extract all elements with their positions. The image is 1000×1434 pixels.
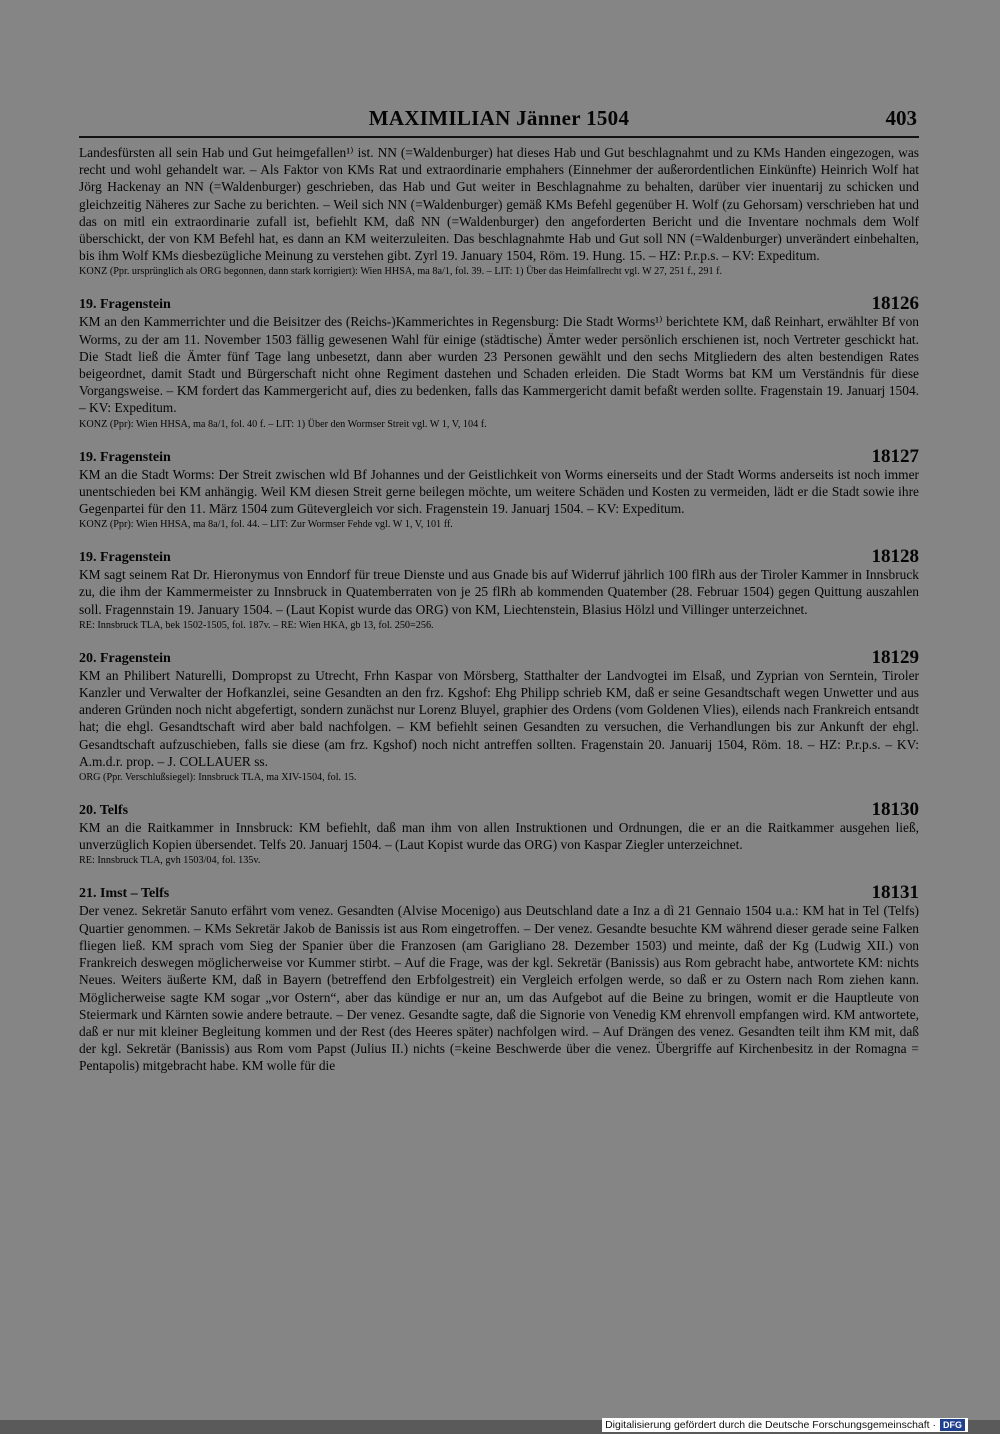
header-title: MAXIMILIAN Jänner 1504 bbox=[368, 106, 630, 130]
entry-number: 18127 bbox=[871, 445, 919, 467]
entry-source: KONZ (Ppr): Wien HHSA, ma 8a/1, fol. 40 f. – LIT: 1) Über den Wormser Streit vgl. W 1, V, 104 f. bbox=[79, 418, 487, 430]
entry-text: KM an Philibert Naturelli, Dompropst zu Utrecht, Frhn Kaspar von Mörsberg, Statthalter der Landvogtei im Elsaß, und Zyprian von Serntein, Tiroler Kanzler und Verwalter der Hofkanzlei, seine Gesandten an den frz. Kgshof: Ehg Philipp schrieb KM, daß er seine Gesandtschaft wegen Unwetter und aus anderen Gründen noch nicht abgefertigt, sondern zunächst nur Lorenz Bluyel, graphier des Ordens (vom Goldenen Vlies), eilends nach Frankreich entsandt hat; die ehgl. Gesandtschaft wird aber bald nachfolgen. – KM befiehlt seinen Gesandten zu versuchen, die Verhandlungen bis zur Ankunft der ehgl. Gesandtschaft aufzuschieben, falls sie diese (am frz. Kgshof) noch nicht antreffen sollten. Fragenstain 20. Januarij 1504, Röm. 18. – HZ: P.r.p.s. – KV: A.m.d.r. prop. – J. COLLAUER ss. bbox=[79, 667, 919, 769]
entry-place: 20. Fragenstein bbox=[79, 650, 171, 666]
entry-text: KM an den Kammerrichter und die Beisitzer des (Reichs-)Kammerichtes in Regensburg: Die Stadt Worms¹⁾ berichtete KM, daß Reinhart, erwählter Bf von Worms, zu der am 11. November 1503 fällig gewesenen Wahl für einige (städtische) Ämter weder persönlich erschienen ist, noch Vertreter geschickt hat. Die Stadt ließ die Ämter fünf Tage lang unbesetzt, dann aber wurden 23 Personen gewählt und den sechs Mitgliedern des alten bestendigen Rates beigeordnet, damit Stadt und Bürgerschaft nicht ohne Regiment dastehen und Schaden erleiden. Die Stadt Worms bat KM um Verständnis für diese Vorgangsweise. – KM fordert das Kammergericht auf, dies zu bedenken, falls das Kammergericht damit befaßt werden sollte. Fragenstain 19. Januarj 1504. – KV: Expeditum. bbox=[79, 314, 919, 416]
entry-text: Der venez. Sekretär Sanuto erfährt vom venez. Gesandten (Alvise Mocenigo) aus Deutschland date a Inz a dì 21 Gennaio 1504 u.a.: KM hat in Tel (Telfs) Quartier genommen. – KMs Sekretär Jakob de Banissis ist aus Rom eingetroffen. – Der venez. Gesandte besuchte KM während dieser gerade seine Falken fliegen ließ. KM sprach vom Sieg der Spanier über die Franzosen (am Garigliano 28. Dezember 1503) und meinte, daß der Kg (Ludwig XII.) von Frankreich deswegen möglicherweise vor Kummer stirbt. – Auf die Frage, was der kgl. Sekretär (Banissis) aus Rom gebracht habe, antwortete KM: nichts Neues. Weiters äußerte KM, daß in Bayern (betreffend den Erbfolgestreit) ein Vergleich erfolgen werde, so daß er zu Ostern nach Rom ziehen kann. Möglicherweise sagte KM sogar „vor Ostern“, aber das kündige er nur an, um das Aufgebot auf die Beine zu bringen, womit er die Hauptleute von Steiermark und Kärnten sowie andere betraute. – Der venez. Gesandte sagte, daß die Signorie von Venedig KM ehrenvoll empfangen wird. KM antwortete, daß er nur mit kleiner Begleitung kommen und der Rest (des Heeres später) nachfolgen wird. – Auf Drängen des venez. Gesandten teilt ihm KM mit, daß der kgl. Sekretär (Banissis) aus Rom vom Papst (Julius II.) nichts (=keine Beschwerde über die venez. Übergriffe auf Kirchenbesitz in der Romagna = Pentapolis) mitgebracht habe. KM wolle für die bbox=[79, 903, 919, 1074]
intro-block bbox=[79, 144, 919, 278]
entry-place: 19. Fragenstein bbox=[79, 550, 171, 566]
page-content bbox=[79, 102, 919, 1075]
entry-source: ORG (Ppr. Verschlußsiegel): Innsbruck TLA, ma XIV-1504, fol. 15. bbox=[79, 772, 357, 784]
entry-number: 18128 bbox=[871, 546, 919, 568]
entry-heading bbox=[79, 800, 919, 819]
entry-18131 bbox=[79, 883, 919, 1074]
page-number: 403 bbox=[885, 106, 917, 130]
entry-number: 18126 bbox=[871, 293, 919, 315]
entry-place: 20. Telfs bbox=[79, 803, 129, 819]
dfg-logo: DFG bbox=[940, 1419, 965, 1431]
entry-place: 21. Imst – Telfs bbox=[79, 886, 170, 902]
intro-source: KONZ (Ppr. ursprünglich als ORG begonnen, dann stark korrigiert): Wien HHSA, ma 8a/1, fol. 39. – LIT: 1) Über das Heimfallrecht vgl. W 27, 251 f., 291 f. bbox=[79, 266, 723, 278]
entry-place: 19. Fragenstein bbox=[79, 297, 171, 313]
entry-18127 bbox=[79, 447, 919, 532]
running-header bbox=[79, 102, 919, 138]
entry-18128 bbox=[79, 547, 919, 632]
entry-source: KONZ (Ppr): Wien HHSA, ma 8a/1, fol. 44. – LIT: Zur Wormser Fehde vgl. W 1, V, 101 ff. bbox=[79, 519, 453, 531]
entry-source: RE: Innsbruck TLA, bek 1502-1505, fol. 187v. – RE: Wien HKA, gb 13, fol. 250=256. bbox=[79, 619, 434, 631]
entry-heading bbox=[79, 883, 919, 902]
entry-heading bbox=[79, 648, 919, 667]
entry-number: 18130 bbox=[871, 799, 919, 821]
footer-text: Digitalisierung gefördert durch die Deutsche Forschungsgemeinschaft · bbox=[605, 1419, 936, 1431]
entry-number: 18131 bbox=[871, 882, 919, 904]
entry-place: 19. Fragenstein bbox=[79, 449, 171, 465]
entry-heading bbox=[79, 547, 919, 566]
entry-number: 18129 bbox=[871, 646, 919, 668]
entry-text: KM an die Stadt Worms: Der Streit zwischen wld Bf Johannes und der Geistlichkeit von Worms einerseits und der Stadt Worms anderseits ist noch immer unentschieden bei KM anhängig. Weil KM diesen Streit gerne beilegen möchte, um weitere Schäden und Kosten zu vermeiden, lädt er die Stadt sowie ihre Gegenpartei für den 11. März 1504 zum Gütevergleich vor sich. Fragenstein 19. Januarj 1504. – KV: Expeditum. bbox=[79, 466, 919, 517]
entry-18126 bbox=[79, 294, 919, 430]
entry-heading bbox=[79, 447, 919, 466]
entry-source: RE: Innsbruck TLA, gvh 1503/04, fol. 135v. bbox=[79, 855, 261, 867]
digitization-footer bbox=[602, 1418, 968, 1432]
entry-18130 bbox=[79, 800, 919, 867]
entry-text: KM sagt seinem Rat Dr. Hieronymus von Enndorf für treue Dienste und aus Gnade bis auf Widerruf jährlich 100 flRh aus der Tiroler Kammer in Innsbruck zu, die ihm der Kammermeister zu Innsbruck in Quatemberraten von je 25 flRh ab kommenden Quatember (28. Februar 1504) gegen Quittung auszahlen soll. Fragennstain 19. January 1504. – (Laut Kopist wurde das ORG) von KM, Liechtenstein, Blasius Hölzl und Villinger unterzeichnet. bbox=[79, 567, 919, 617]
entry-18129 bbox=[79, 648, 919, 784]
entry-heading bbox=[79, 294, 919, 313]
intro-text: Landesfürsten all sein Hab und Gut heimgefallen¹⁾ ist. NN (=Waldenburger) hat dieses Hab und Gut beschlagnahmt und zu KMs Handen eingezogen, was recht und wohl gehandelt war. – Als Faktor von KMs Rat und extraordinarie emphahers (Einnehmer der außerordentlichen Einkünfte) Heinrich Wolf hat Jörg Hackenay an NN (=Waldenburger) geschrieben, das Hab und Gut weiter in Beschlagnahme zu behalten, darüber vier inuentarij zu schicken und gleichzeitig Näheres zur Sache zu berichten. – Weil sich NN (=Waldenburger) gemäß KMs Befehl gegenüber H. Wolf (zu Gehorsam) verschrieben hat und das on mitl ein extraordinarie zufall ist, befiehlt KM, daß NN (=Waldenburger) den angeforderten Bericht und die Inventare nochmals dem Wolf überschickt, der von KM Befehl hat, es dann an KM weiterzuleiten. Das beschlagnahmte Hab und Gut soll NN (=Waldenburger) unverändert einbehalten, bis ihm Wolf KMs diesbezügliche Meinung zu verstehen gibt. Zyrl 19. January 1504, Röm. 19. Hung. 15. – HZ: P.r.p.s. – KV: Expeditum. bbox=[79, 145, 919, 264]
entry-text: KM an die Raitkammer in Innsbruck: KM befiehlt, daß man ihm von allen Instruktionen und Ordnungen, die er an die Raitkammer ausgehen ließ, unverzüglich Kopien übersendet. Telfs 20. Januarj 1504. – (Laut Kopist wurde das ORG) von Kaspar Ziegler unterzeichnet. bbox=[79, 820, 919, 853]
